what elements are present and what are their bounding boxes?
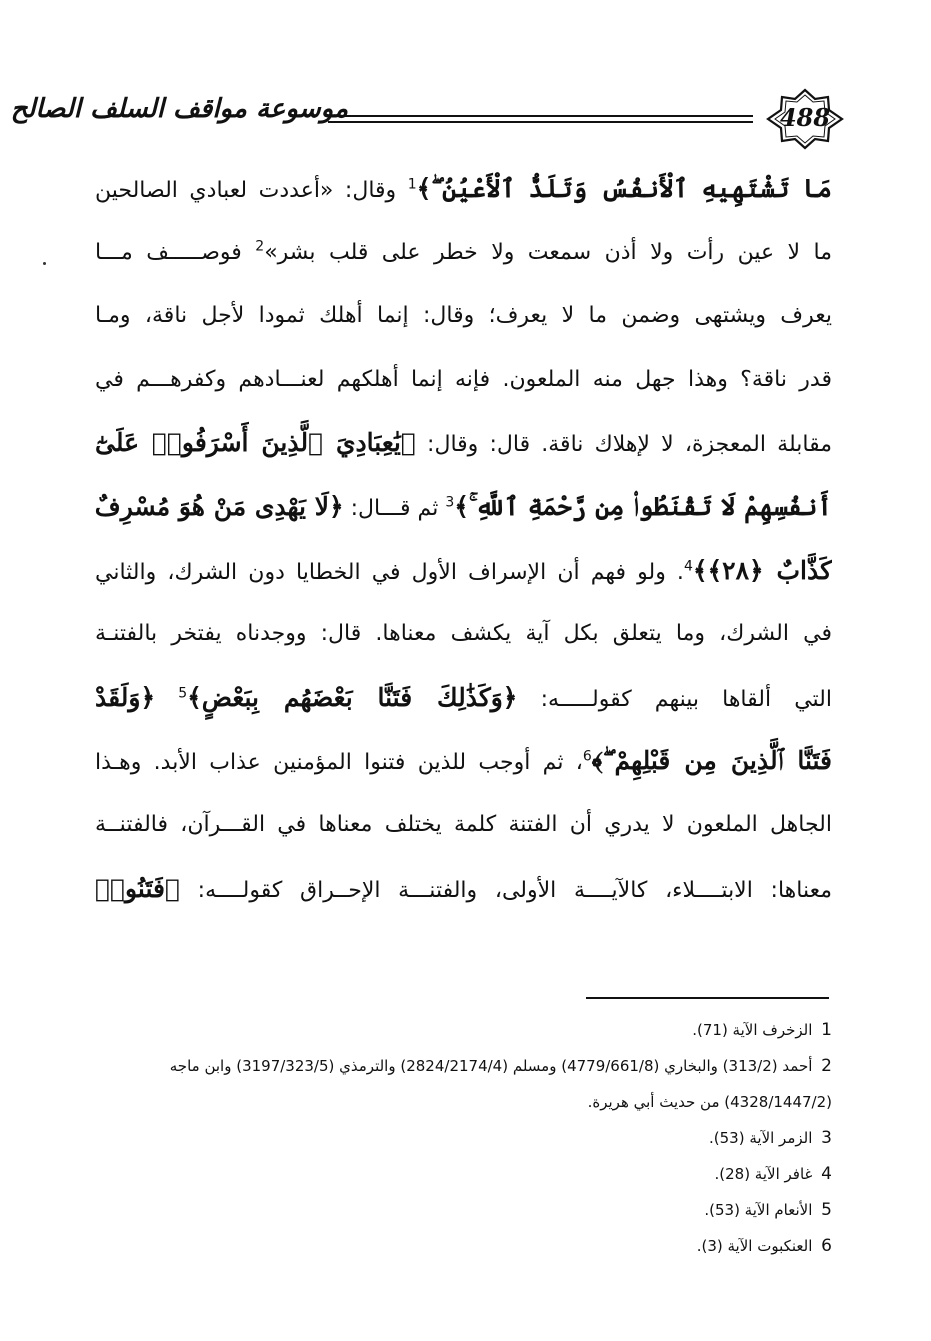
text-run: . ولو فهم أن الإسراف الأول في الخطايا دون الشرك، والثاني [95,559,684,585]
page-number-badge [762,88,848,150]
text-line [95,411,832,475]
text-run: مقابلة المعجزة، لا لإهلاك ناقة. قال: وقال: [415,432,832,458]
text-line [95,221,832,285]
header-rule-bottom [328,121,753,123]
quran-verse: ﴿وَلَقَدْ [95,682,156,712]
footnote-number: 3 [821,1128,832,1148]
header-rule-top [328,115,753,117]
footnote-text: العنكبوت الآية (3). [696,1237,813,1255]
footnote-item [95,1012,832,1048]
footnote-number: 4 [821,1164,832,1184]
quran-verse: كَذَّابٌ ﴿٢٨﴾﴾ [692,555,832,585]
text-line [95,157,832,221]
text-run: قدر ناقة؟ وهذا جهل منه الملعون. فإنه إنما أهلكهم لعنـــادهم وكفرهـــم في [95,366,832,392]
footnote-text: أحمد (313/2) والبخاري (4779/661/8) ومسلم (2824/2174/4) والترمذي (3197/323/5) وابن ماجه [169,1057,813,1075]
footnote-item [95,1192,832,1228]
text-run: في الشرك، وما يتعلق بكل آية يكشف معناها. قال: ووجدناه يفتخر بالفتنـة [95,621,832,647]
text-line [95,793,832,857]
footnote-number: 1 [821,1020,832,1040]
text-line [95,857,832,921]
footnote-text: الزخرف الآية (71). [692,1021,813,1039]
footnote-ref: 1 [407,176,417,193]
text-line [95,475,832,539]
quran-verse: ﴿وَكَذَٰلِكَ فَتَنَّا بَعْضَهُم بِبَعْضٍ﴾ [187,682,518,712]
quran-verse: مَا تَشْتَهِيهِ ٱلْأَنفُسُ وَتَلَذُّ ٱلْأَعْيُنُ ۖ﴾ [416,174,832,203]
main-text [95,157,832,920]
page-header [10,88,848,150]
text-run: ما لا عين رأت ولا أذن سمعت ولا خطر على قلب بشر» [264,239,832,265]
text-run: معناها: الابتــــلاء، كالآيــــة الأولى، والفتنـــة الإحــراق كقولــــه: [179,877,832,903]
footnote-number: 6 [821,1236,832,1256]
text-run: فوصـــــف مـــا [95,239,256,265]
footnote-text: الزمر الآية (53). [709,1129,813,1147]
stray-mark [43,262,46,265]
footnotes [95,1012,832,1264]
footnote-separator [586,997,829,999]
quran-verse: ﴿يَٰعِبَادِيَ ٱلَّذِينَ أَسْرَفُوا۟ عَلَىٰٓ [95,428,416,458]
quran-verse: أَنفُسِهِمْ لَا تَقْنَطُوا۟ مِن رَّحْمَةِ ٱللَّهِ ۚ﴾ [454,491,832,521]
text-run: الجاهل الملعون لا يدري أن الفتنة كلمة يختلف معناها في القـــرآن، فالفتنــة [95,811,832,837]
page-number: 488 [779,103,831,132]
text-line [95,666,832,730]
footnote-item [95,1228,832,1264]
footnote-ref: 6 [582,749,592,766]
running-title: موسوعة مواقف السلف الصالح [10,94,348,124]
text-run: يعرف ويشتهى وضمن ما لا يعرف؛ وقال: إنما أهلك ثمودا لأجل ناقة، ومـا [95,303,832,329]
text-line [95,729,832,793]
quran-verse: ﴿فَتَنُوا۟ [95,873,180,903]
text-run: وقال: «أعددت لعبادي الصالحين [95,178,408,203]
quran-verse: فَتَنَّا ٱلَّذِينَ مِن قَبْلِهِمْ ۖ﴾ [591,746,832,776]
text-run [155,687,178,712]
footnote-item [95,1048,832,1084]
footnote-ref: 2 [255,238,265,255]
footnote-number: 5 [821,1200,832,1220]
text-run: ، ثم أوجب للذين فتنوا المؤمنين عذاب الأبد. وهـذا [95,750,583,776]
footnote-text: (4328/1447/2) من حديث أبي هريرة. [587,1093,832,1111]
text-line [95,602,832,666]
quran-verse: ﴿لَا يَهْدِى مَنْ هُوَ مُسْرِفٌ [95,491,344,521]
text-run: التي ألقاها بينهم كقولـــــه: [517,686,832,712]
text-line [95,348,832,412]
text-run: ثم قـــال: [343,495,446,521]
footnote-text: غافر الآية (28). [714,1165,813,1183]
text-line [95,284,832,348]
footnote-ref: 4 [683,558,693,575]
text-line [95,539,832,603]
footnote-text: الأنعام الآية (53). [704,1201,813,1219]
footnote-item [95,1084,832,1120]
footnote-item [95,1120,832,1156]
footnote-item [95,1156,832,1192]
footnote-ref: 3 [445,494,455,511]
footnote-number: 2 [821,1056,832,1076]
footnote-ref: 5 [178,685,188,702]
